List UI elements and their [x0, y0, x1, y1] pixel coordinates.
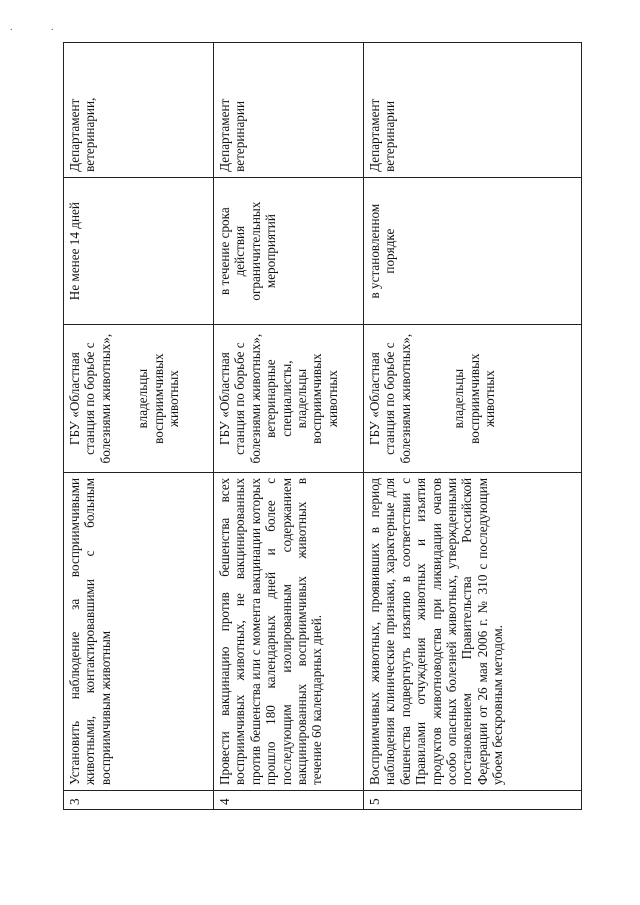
row-executor-station: ГБУ «Областная станция по борьбе с болезнями животных»,: [67, 333, 113, 464]
row-executor-station: ГБУ «Областная станция по борьбе с болезнями животных», ветеринарные специалисты,: [217, 333, 294, 464]
row-executor: [364, 325, 582, 473]
row-executor-owners: владельцы восприимчивых животных: [135, 353, 182, 444]
scan-marks: . .: [10, 22, 72, 33]
table-row: [214, 43, 364, 810]
row-executor: [64, 325, 214, 473]
row-executor-owners: владельцы восприимчивых животных: [294, 353, 340, 444]
row-action: Провести вакцинацию против бешенства всех восприимчивых животных, не вакцинированных против бешенства или с момента вакцинации которых прошло 180 календарных дней и более с последующим изолированным содержанием вакцинированных восприимчивых животных в течение 60 календарных дней.: [214, 472, 364, 790]
row-term: в течение срока действия ограничительных мероприятий: [214, 177, 364, 325]
table-row: [364, 43, 582, 810]
row-executor-owners: владельцы восприимчивых животных: [451, 353, 498, 444]
table-row: [64, 43, 214, 810]
row-number: 3: [64, 791, 214, 810]
row-term: Не менее 14 дней: [64, 177, 214, 325]
row-number: 4: [214, 791, 364, 810]
row-control: Департамент ветеринарии,: [64, 43, 214, 178]
row-action: Установить наблюдение за восприимчивыми животными, контактировавшими с больным восприимчивым животным: [64, 472, 214, 790]
rotated-table-container: [63, 42, 581, 810]
row-number: 5: [364, 791, 582, 810]
measures-table: [63, 42, 582, 810]
row-executor-station: ГБУ «Областная станция по борьбе с болезнями животных»,: [367, 333, 413, 464]
row-term: в установленном порядке: [364, 177, 582, 325]
row-control: Департамент ветеринарии: [364, 43, 582, 178]
row-executor: [214, 325, 364, 473]
row-control: Департамент ветеринарии: [214, 43, 364, 178]
row-action: Восприимчивых животных, проявивших в период наблюдения клинические признаки, характерные для бешенства подвергнуть изъятию в соответствии с Правилами отчуждения животных и изъятия продуктов животноводства при ликвидации очагов особо опасных болезней животных, утвержденными постановлением Правительства Российской Федерации от 26 мая 2006 г. № 310 с последующим убоем бескровным методом.: [364, 472, 582, 790]
